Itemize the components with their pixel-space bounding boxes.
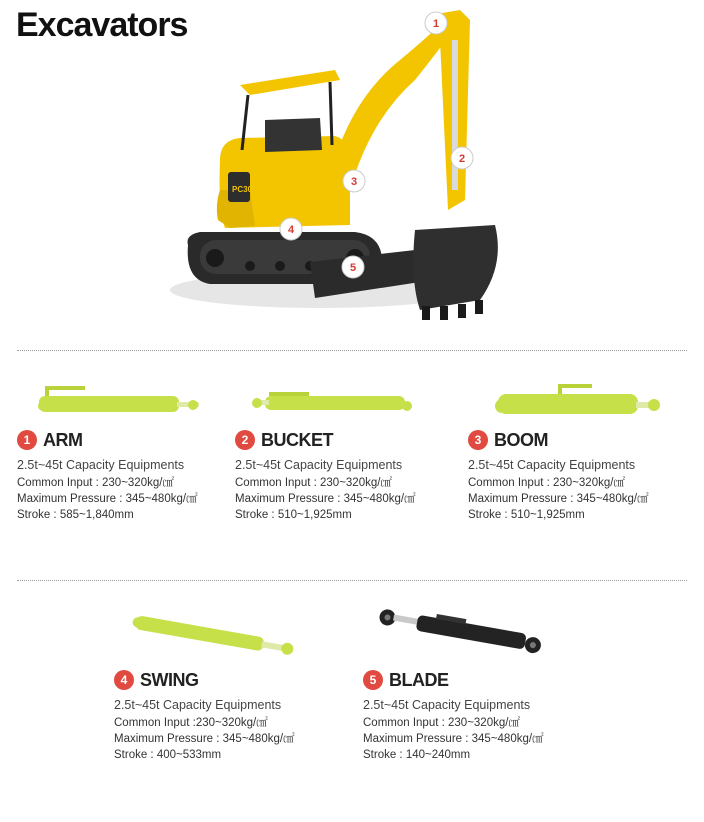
product-name: BLADE — [389, 669, 449, 690]
product-number-badge: 3 — [468, 430, 488, 450]
callout-3: 3 — [350, 176, 358, 188]
product-arm — [17, 378, 207, 523]
product-blade — [363, 608, 553, 763]
spec-maximum-pressure: Maximum Pressure : 345~480kg/㎠ — [235, 493, 416, 505]
spec-stroke: Stroke : 140~240mm — [363, 749, 471, 761]
divider — [17, 580, 687, 581]
product-swing — [114, 608, 304, 763]
callout-1: 1 — [432, 18, 440, 30]
boom-cylinder-icon — [468, 378, 668, 428]
machine-mark-text: PC30 — [232, 185, 253, 194]
spec-stroke: Stroke : 585~1,840mm — [17, 509, 134, 521]
callout-2: 2 — [458, 153, 466, 165]
spec-maximum-pressure: Maximum Pressure : 345~480kg/㎠ — [363, 733, 544, 745]
excavator-illustration — [170, 0, 530, 340]
spec-maximum-pressure: Maximum Pressure : 345~480kg/㎠ — [114, 733, 295, 745]
spec-common-input: Common Input : 230~320kg/㎠ — [17, 477, 174, 489]
arm-cylinder-icon — [17, 378, 207, 428]
blade-cylinder-icon — [363, 608, 553, 668]
spec-common-input: Common Input : 230~320kg/㎠ — [363, 717, 520, 729]
product-name: SWING — [140, 669, 199, 690]
product-capacity: 2.5t~45t Capacity Equipments — [468, 458, 636, 472]
spec-common-input: Common Input : 230~320kg/㎠ — [468, 477, 625, 489]
divider — [17, 350, 687, 351]
product-number-badge: 4 — [114, 670, 134, 690]
spec-common-input: Common Input :230~320kg/㎠ — [114, 717, 268, 729]
product-capacity: 2.5t~45t Capacity Equipments — [114, 698, 282, 712]
product-name: BOOM — [494, 429, 548, 450]
spec-stroke: Stroke : 400~533mm — [114, 749, 222, 761]
spec-common-input: Common Input : 230~320kg/㎠ — [235, 477, 392, 489]
bucket-cylinder-icon — [235, 378, 425, 428]
product-capacity: 2.5t~45t Capacity Equipments — [363, 698, 531, 712]
product-capacity: 2.5t~45t Capacity Equipments — [17, 458, 185, 472]
spec-maximum-pressure: Maximum Pressure : 345~480kg/㎠ — [17, 493, 198, 505]
swing-cylinder-icon — [114, 608, 304, 668]
product-name: BUCKET — [261, 429, 333, 450]
spec-stroke: Stroke : 510~1,925mm — [468, 509, 585, 521]
spec-maximum-pressure: Maximum Pressure : 345~480kg/㎠ — [468, 493, 649, 505]
callout-4: 4 — [287, 224, 295, 236]
product-number-badge: 5 — [363, 670, 383, 690]
callout-5: 5 — [349, 262, 357, 274]
product-capacity: 2.5t~45t Capacity Equipments — [235, 458, 403, 472]
product-number-badge: 2 — [235, 430, 255, 450]
product-bucket — [235, 378, 425, 523]
product-number-badge: 1 — [17, 430, 37, 450]
spec-stroke: Stroke : 510~1,925mm — [235, 509, 352, 521]
page-title: Excavators — [16, 6, 188, 44]
product-boom — [468, 378, 668, 523]
product-name: ARM — [43, 429, 83, 450]
